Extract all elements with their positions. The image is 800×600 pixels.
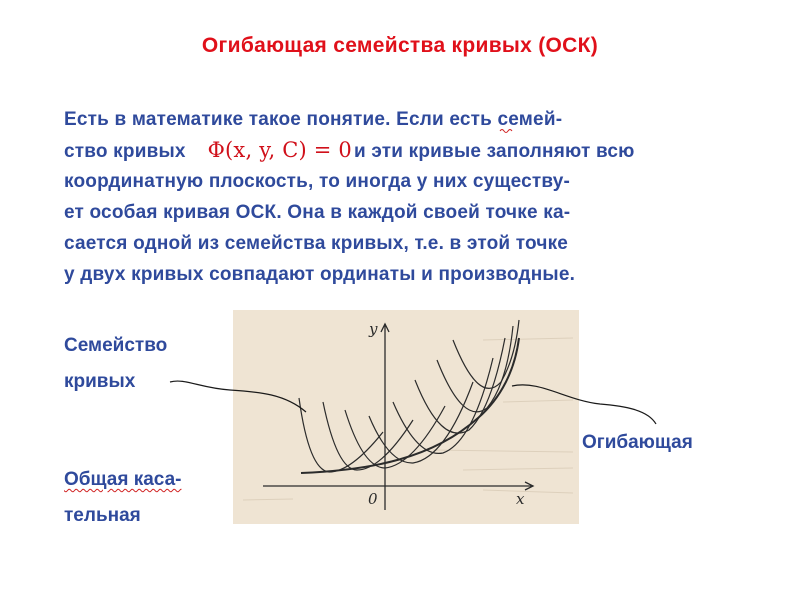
family-label-line-2: кривых	[64, 371, 136, 392]
tangent-label	[64, 462, 181, 534]
description-paragraph	[64, 104, 776, 290]
paragraph-line-2	[64, 135, 776, 166]
page-title: Огибающая семейства кривых (ОСК)	[201, 34, 599, 57]
tangent-label-line-1	[64, 462, 181, 498]
paragraph-line-1: Есть в математике такое понятие. Если есть семей-	[64, 109, 563, 130]
tangent-label-line-1-text: Общая каса-	[64, 469, 182, 490]
paragraph-line-3: координатную плоскость, то иногда у них существу-	[64, 171, 571, 192]
tangent-label-line-2: тельная	[64, 505, 141, 526]
envelope-label: Огибающая	[582, 432, 693, 453]
family-formula: Φ(x, y, C) = 0	[207, 138, 352, 162]
family-label	[64, 328, 167, 400]
y-axis-label: y	[369, 320, 378, 338]
paragraph-line-4: ет особая кривая ОСК. Она в каждой своей точке ка-	[64, 202, 571, 223]
origin-label: 0	[368, 490, 378, 508]
envelope-figure	[233, 310, 579, 524]
paragraph-line-2-start: ство кривых	[64, 141, 186, 162]
paragraph-line-2-end: и эти кривые заполняют всю	[354, 141, 635, 162]
paragraph-line-6: у двух кривых совпадают ординаты и производные.	[64, 264, 576, 285]
paragraph-line-5: сается одной из семейства кривых, т.е. в этой точке	[64, 233, 569, 254]
family-label-line-1: Семейство	[64, 335, 168, 356]
x-axis-label: x	[516, 490, 525, 508]
